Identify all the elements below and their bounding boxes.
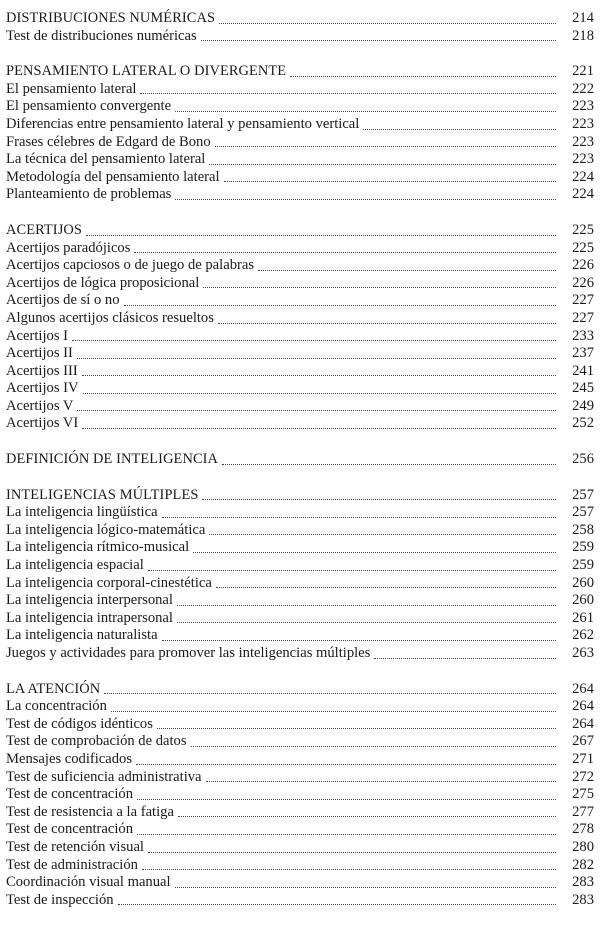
toc-entry (6, 821, 594, 839)
page-number: 262 (572, 627, 594, 644)
dot-leader (86, 235, 556, 236)
entry-title: La técnica del pensamiento lateral (6, 151, 206, 168)
page-number: 224 (572, 186, 594, 203)
page-number: 263 (572, 645, 594, 661)
entry-title: La inteligencia intrapersonal (6, 609, 173, 626)
page-number: 226 (572, 257, 594, 274)
toc-section (6, 487, 594, 663)
entry-title: Test de distribuciones numéricas (6, 27, 197, 44)
entry-title: Test de retención visual (6, 838, 144, 855)
entry-title: DISTRIBUCIONES NUMÉRICAS (6, 10, 216, 26)
toc-entry (6, 328, 594, 346)
page-number: 272 (572, 768, 594, 785)
dot-leader (148, 852, 556, 853)
toc-entry (6, 698, 594, 716)
page-number: 249 (572, 397, 594, 414)
dot-leader (124, 305, 557, 306)
page-number: 218 (572, 27, 594, 44)
entry-title: Acertijos capciosos o de juego de palabras (6, 257, 255, 274)
page-number: 224 (572, 168, 594, 185)
entry-title: Acertijos V (6, 397, 74, 414)
toc-entry (6, 98, 594, 116)
page-number: 237 (572, 345, 594, 362)
toc-entry (6, 380, 594, 398)
toc-entry (6, 592, 594, 610)
dot-leader (142, 869, 556, 870)
page-number: 221 (572, 63, 594, 80)
entry-title: DEFINICIÓN DE INTELIGENCIA (6, 451, 219, 468)
dot-leader (216, 587, 556, 588)
toc-entry (6, 398, 594, 416)
toc-entry (6, 751, 594, 769)
entry-title: Test de suficiencia administrativa (6, 768, 202, 785)
entry-title: La inteligencia lingüística (6, 504, 158, 521)
dot-leader (175, 111, 556, 112)
entry-title: La inteligencia interpersonal (6, 592, 173, 609)
page-number: 264 (572, 715, 594, 732)
page-number: 225 (572, 221, 594, 238)
entry-title: Diferencias entre pensamiento lateral y pensamiento vertical (6, 115, 360, 132)
entry-title: Acertijos III (6, 362, 78, 379)
toc-entry (6, 28, 594, 46)
page-number: 225 (572, 239, 594, 256)
dot-leader (162, 517, 556, 518)
page-number: 283 (572, 874, 594, 891)
toc-entry (6, 769, 594, 787)
page-number: 223 (572, 115, 594, 132)
toc-entry (6, 539, 594, 557)
toc-entry (6, 892, 594, 910)
page-number: 264 (572, 698, 594, 715)
entry-title: Frases célebres de Edgard de Bono (6, 133, 211, 150)
entry-title: Metodología del pensamiento lateral (6, 168, 220, 185)
toc-entry (6, 804, 594, 822)
dot-leader (224, 181, 556, 182)
entry-title: Mensajes codificados (6, 750, 133, 767)
page-number: 256 (572, 451, 594, 468)
toc-entry (6, 415, 594, 433)
toc-entry (6, 839, 594, 857)
page-number: 226 (572, 274, 594, 291)
dot-leader (148, 570, 556, 571)
toc-entry (6, 275, 594, 293)
page-number: 278 (572, 821, 594, 838)
toc-entry (6, 134, 594, 152)
entry-title: LA ATENCIÓN (6, 680, 101, 697)
dot-leader (72, 340, 556, 341)
toc-entry (6, 345, 594, 363)
dot-leader (77, 410, 556, 411)
entry-title: La concentración (6, 698, 107, 715)
page-number: 271 (572, 750, 594, 767)
page-number: 222 (572, 80, 594, 97)
section-heading (6, 222, 594, 240)
entry-title: Coordinación visual manual (6, 874, 171, 891)
entry-title: Acertijos de sí o no (6, 292, 120, 309)
section-heading (6, 487, 594, 505)
dot-leader (177, 622, 556, 623)
entry-title: Acertijos paradójicos (6, 239, 131, 256)
dot-leader (162, 640, 556, 641)
dot-leader (136, 764, 556, 765)
entry-title: La inteligencia naturalista (6, 627, 158, 644)
dot-leader (290, 76, 556, 77)
dot-leader (202, 499, 556, 500)
toc-section (6, 10, 594, 45)
entry-title: Acertijos de lógica proposicional (6, 274, 200, 291)
dot-leader (219, 23, 556, 24)
page-number: 214 (572, 10, 594, 26)
dot-leader (177, 605, 556, 606)
entry-title: Acertijos IV (6, 380, 79, 397)
entry-title: Acertijos II (6, 345, 73, 362)
dot-leader (363, 129, 556, 130)
toc-entry (6, 874, 594, 892)
toc-entry (6, 257, 594, 275)
toc-entry (6, 857, 594, 875)
page-number: 282 (572, 856, 594, 873)
page-number: 260 (572, 574, 594, 591)
entry-title: Test de inspección (6, 891, 114, 908)
toc-entry (6, 81, 594, 99)
entry-title: La inteligencia espacial (6, 557, 144, 574)
toc-entry (6, 504, 594, 522)
toc-entry (6, 575, 594, 593)
entry-title: Algunos acertijos clásicos resueltos (6, 309, 214, 326)
dot-leader (82, 375, 556, 376)
dot-leader (82, 428, 556, 429)
page-number: 261 (572, 609, 594, 626)
dot-leader (218, 323, 556, 324)
dot-leader (111, 711, 556, 712)
page-number: 227 (572, 292, 594, 309)
toc-entry (6, 240, 594, 258)
entry-title: INTELIGENCIAS MÚLTIPLES (6, 486, 199, 503)
toc-section (6, 222, 594, 433)
page-number: 241 (572, 362, 594, 379)
entry-title: Test de concentración (6, 821, 134, 838)
page-number: 258 (572, 521, 594, 538)
page-number: 259 (572, 557, 594, 574)
entry-title: Juegos y actividades para promover las inteligencias múltiples (6, 645, 371, 661)
toc-entry (6, 186, 594, 204)
page-number: 267 (572, 733, 594, 750)
entry-title: Test de resistencia a la fatiga (6, 803, 174, 820)
page-number: 223 (572, 98, 594, 115)
page-number: 264 (572, 680, 594, 697)
toc-section (6, 681, 594, 910)
toc-entry (6, 610, 594, 628)
entry-title: El pensamiento lateral (6, 80, 137, 97)
page-number: 277 (572, 803, 594, 820)
dot-leader (201, 40, 556, 41)
dot-leader (137, 799, 556, 800)
dot-leader (137, 834, 556, 835)
dot-leader (193, 552, 556, 553)
dot-leader (83, 393, 556, 394)
toc-entry (6, 116, 594, 134)
dot-leader (203, 287, 556, 288)
page-number: 275 (572, 786, 594, 803)
entry-title: Test de administración (6, 856, 138, 873)
dot-leader (191, 746, 556, 747)
page-number: 257 (572, 486, 594, 503)
page-number: 223 (572, 133, 594, 150)
toc-entry (6, 522, 594, 540)
dot-leader (206, 781, 556, 782)
dot-leader (104, 693, 556, 694)
dot-leader (175, 887, 556, 888)
toc-entry (6, 169, 594, 187)
page-number: 227 (572, 309, 594, 326)
entry-title: Test de concentración (6, 786, 134, 803)
page-number: 257 (572, 504, 594, 521)
page-number: 245 (572, 380, 594, 397)
toc-entry (6, 151, 594, 169)
page-number: 223 (572, 151, 594, 168)
section-heading (6, 10, 594, 28)
toc-entry (6, 645, 594, 663)
entry-title: PENSAMIENTO LATERAL O DIVERGENTE (6, 63, 287, 80)
dot-leader (209, 164, 556, 165)
toc-entry (6, 733, 594, 751)
page-number: 252 (572, 415, 594, 432)
page-number: 233 (572, 327, 594, 344)
table-of-contents (6, 10, 594, 909)
dot-leader (222, 464, 556, 465)
toc-entry (6, 363, 594, 381)
section-heading (6, 63, 594, 81)
entry-title: La inteligencia lógico-matemática (6, 521, 206, 538)
section-heading (6, 681, 594, 699)
dot-leader (175, 199, 556, 200)
toc-entry (6, 557, 594, 575)
page-number: 283 (572, 891, 594, 908)
dot-leader (258, 270, 556, 271)
entry-title: Acertijos I (6, 327, 69, 344)
dot-leader (178, 816, 556, 817)
dot-leader (157, 728, 556, 729)
entry-title: Test de códigos idénticos (6, 715, 153, 732)
entry-title: Test de comprobación de datos (6, 733, 187, 750)
dot-leader (77, 358, 556, 359)
entry-title: ACERTIJOS (6, 221, 82, 238)
toc-entry (6, 716, 594, 734)
dot-leader (209, 534, 556, 535)
dot-leader (374, 658, 556, 659)
page-number: 280 (572, 838, 594, 855)
toc-entry (6, 310, 594, 328)
entry-title: El pensamiento convergente (6, 98, 172, 115)
entry-title: La inteligencia corporal-cinestética (6, 574, 212, 591)
section-heading (6, 451, 594, 469)
page-number: 260 (572, 592, 594, 609)
dot-leader (215, 146, 556, 147)
entry-title: Acertijos VI (6, 415, 79, 432)
dot-leader (140, 93, 556, 94)
page-number: 259 (572, 539, 594, 556)
toc-entry (6, 627, 594, 645)
toc-section (6, 63, 594, 204)
entry-title: Planteamiento de problemas (6, 186, 172, 203)
dot-leader (118, 904, 556, 905)
dot-leader (134, 252, 556, 253)
entry-title: La inteligencia rítmico-musical (6, 539, 190, 556)
toc-section (6, 451, 594, 469)
toc-entry (6, 292, 594, 310)
toc-entry (6, 786, 594, 804)
